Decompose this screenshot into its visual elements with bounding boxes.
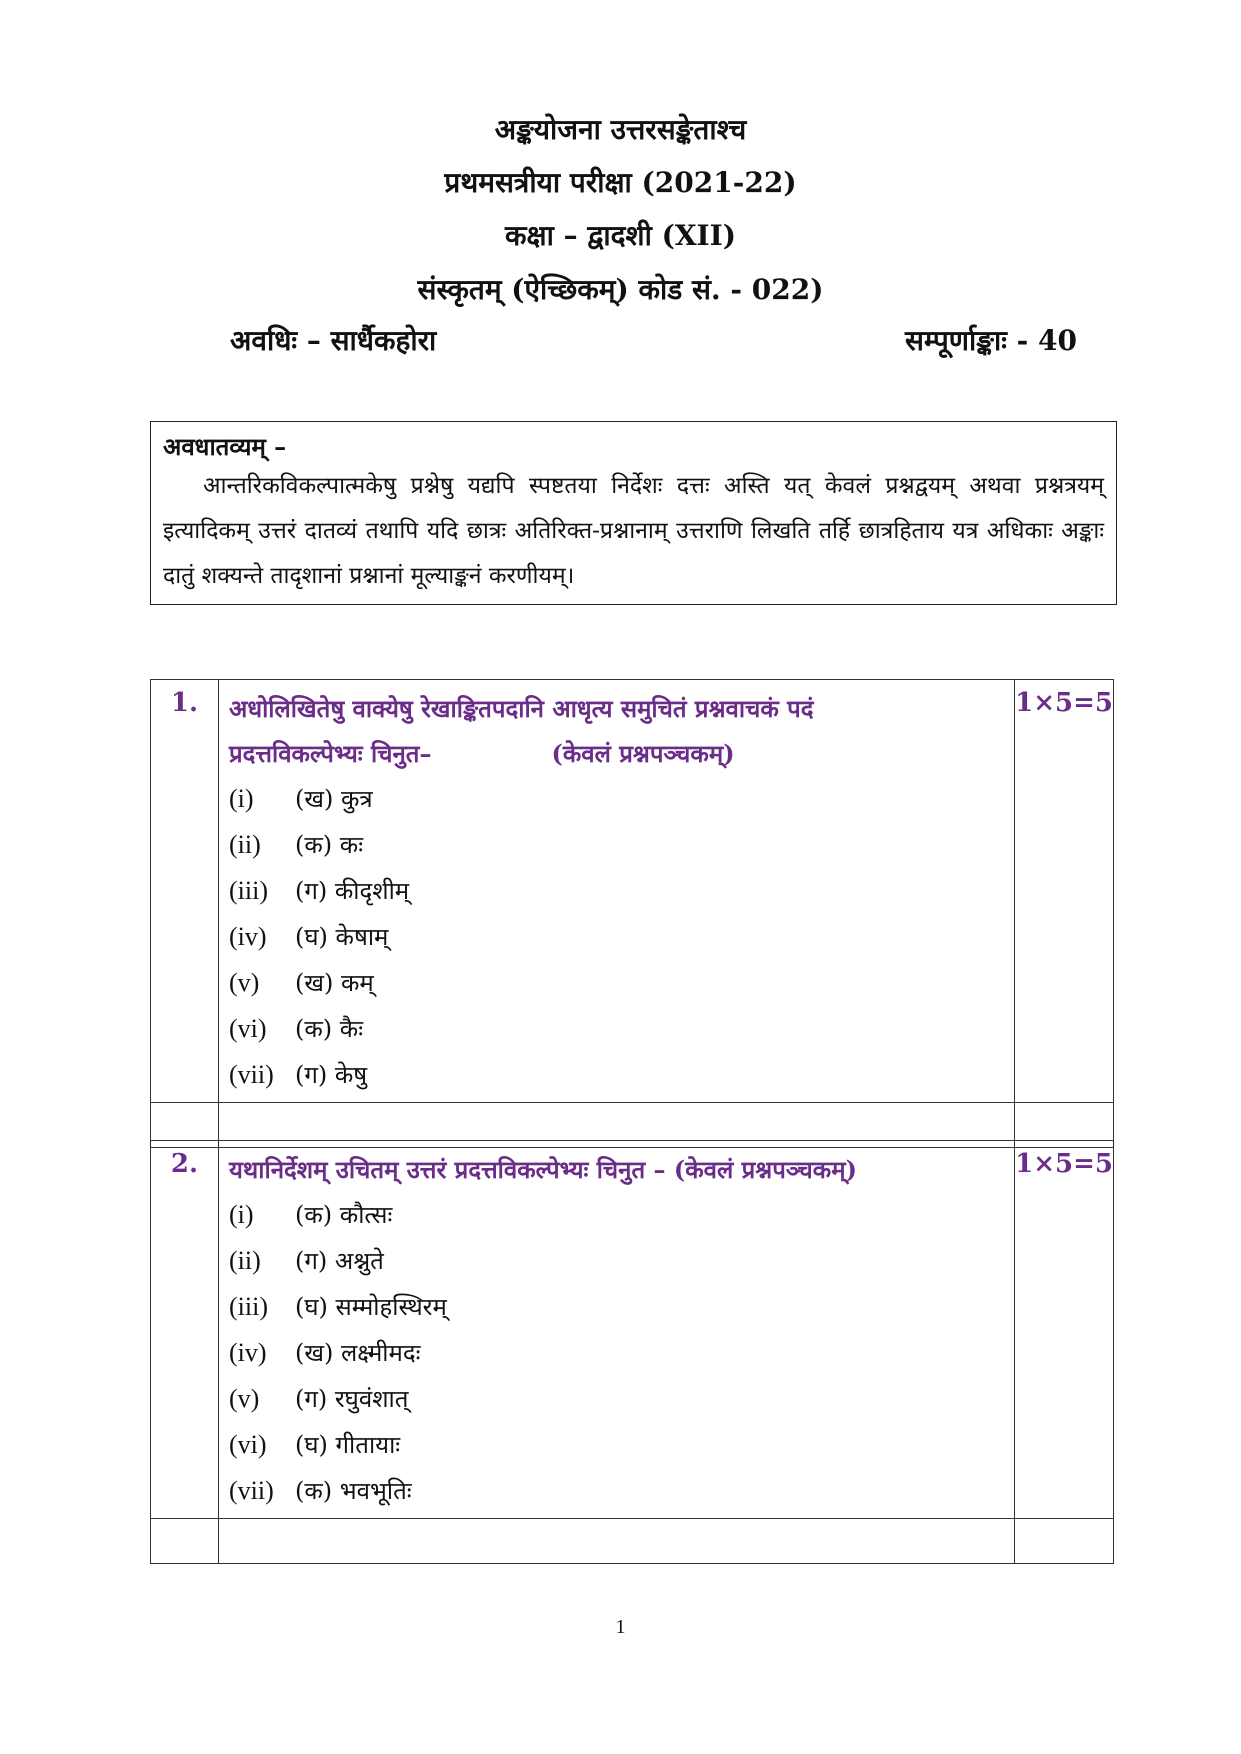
answer-text: (क) कः [295,831,364,859]
instructions-title: अवधातव्यम् – [163,432,287,461]
answer-text: (घ) सम्मोहस्थिरम् [295,1293,447,1321]
answer-index: (iii) [229,876,268,905]
subject-code: संस्कृतम् (ऐच्छिकम्) कोड सं. - 022) [417,273,824,306]
answer-item [229,1192,1004,1238]
answer-item [229,1238,1004,1284]
answer-item [229,776,1004,822]
question-table-1 [150,679,1114,1148]
answer-text: (ग) कीदृशीम् [295,877,410,905]
question-number: 2. [151,1141,219,1519]
answer-index: (iii) [229,1292,268,1321]
answer-text: (घ) गीतायाः [295,1431,401,1459]
question-text [229,686,1004,776]
answer-item [229,960,1004,1006]
question-row [151,1141,1114,1519]
answer-index: (ii) [229,1246,261,1275]
answer-item [229,1330,1004,1376]
question-text-line2: प्रदत्तविकल्पेभ्यः चिनुत– [229,739,432,768]
instructions-box [150,421,1117,605]
exam-duration: अवधिः – सार्धैकहोरा [230,324,437,357]
question-text-line1: अधोलिखितेषु वाक्येषु रेखाङ्कितपदानि आधृत्य समुचितं प्रश्नवाचकं पदं [229,694,814,723]
question-table-2 [150,1140,1114,1564]
question-row [151,680,1114,1103]
answer-index: (ii) [229,830,261,859]
question-marks: 1×5=5 [1015,1141,1114,1519]
answer-index: (v) [229,1384,260,1413]
answer-item [229,1468,1004,1514]
answer-index: (i) [229,784,254,813]
empty-cell [1015,1519,1114,1564]
answer-text: (क) कैः [295,1015,364,1043]
answer-text: (घ) केषाम् [295,923,389,951]
question-marks: 1×5=5 [1015,680,1114,1103]
answer-text: (ख) लक्ष्मीमदः [295,1339,421,1367]
answer-item [229,822,1004,868]
answer-text: (क) कौत्सः [295,1201,393,1229]
question-instruction: (केवलं प्रश्नपञ्चकम्) [551,739,735,768]
answer-item [229,914,1004,960]
empty-cell [151,1519,219,1564]
page-number: 1 [615,1616,626,1638]
answer-item [229,1006,1004,1052]
answer-text: (ग) अश्नुते [295,1247,384,1275]
question-body [219,680,1015,1103]
question-text: यथानिर्देशम् उचितम् उत्तरं प्रदत्तविकल्पेभ्यः चिनुत – (केवलं प्रश्नपञ्चकम्) [229,1155,857,1184]
answer-index: (vi) [229,1014,267,1043]
answer-item [229,1376,1004,1422]
answer-index: (iv) [229,1338,267,1367]
maximum-marks: सम्पूर्णाङ्काः - 40 [905,324,1077,357]
answer-index: (vii) [229,1060,274,1089]
answer-text: (ग) केषु [295,1061,368,1089]
answer-item [229,868,1004,914]
answer-item [229,1052,1004,1098]
answer-text: (क) भवभूतिः [295,1477,412,1505]
document-title: अङ्कयोजना उत्तरसङ्केताश्च [494,113,747,146]
empty-cell [219,1519,1015,1564]
answer-item [229,1284,1004,1330]
answer-index: (v) [229,968,260,997]
answer-index: (vii) [229,1476,274,1505]
answer-index: (i) [229,1200,254,1229]
question-number: 1. [151,680,219,1103]
answer-item [229,1422,1004,1468]
empty-row [151,1519,1114,1564]
instructions-text: आन्तरिकविकल्पात्मकेषु प्रश्नेषु यद्यपि स्पष्टतया निर्देशः दत्तः अस्ति यत् केवलं प्रश्नद्वयम् अथवा प्रश्नत्रयम् इत्यादिकम् उत्तरं दातव्यं तथापि यदि छात्रः अतिरिक्त-प्रश्नानाम् उत्तराणि लिखति तर्हि छात्रहिताय यत्र अधिकाः अङ्काः दातुं शक्यन्ते तादृशानां प्रश्नानां मूल्याङ्कनं करणीयम्। [163,473,1104,589]
answer-text: (ख) कम् [295,969,374,997]
class-label: कक्षा – द्वादशी (XII) [504,219,736,252]
answer-text: (ख) कुत्र [295,785,373,813]
question-body [219,1141,1015,1519]
answer-index: (vi) [229,1430,267,1459]
answer-text: (ग) रघुवंशात् [295,1385,409,1413]
exam-name: प्रथमसत्रीया परीक्षा (2021-22) [444,166,797,199]
answer-index: (iv) [229,922,267,951]
